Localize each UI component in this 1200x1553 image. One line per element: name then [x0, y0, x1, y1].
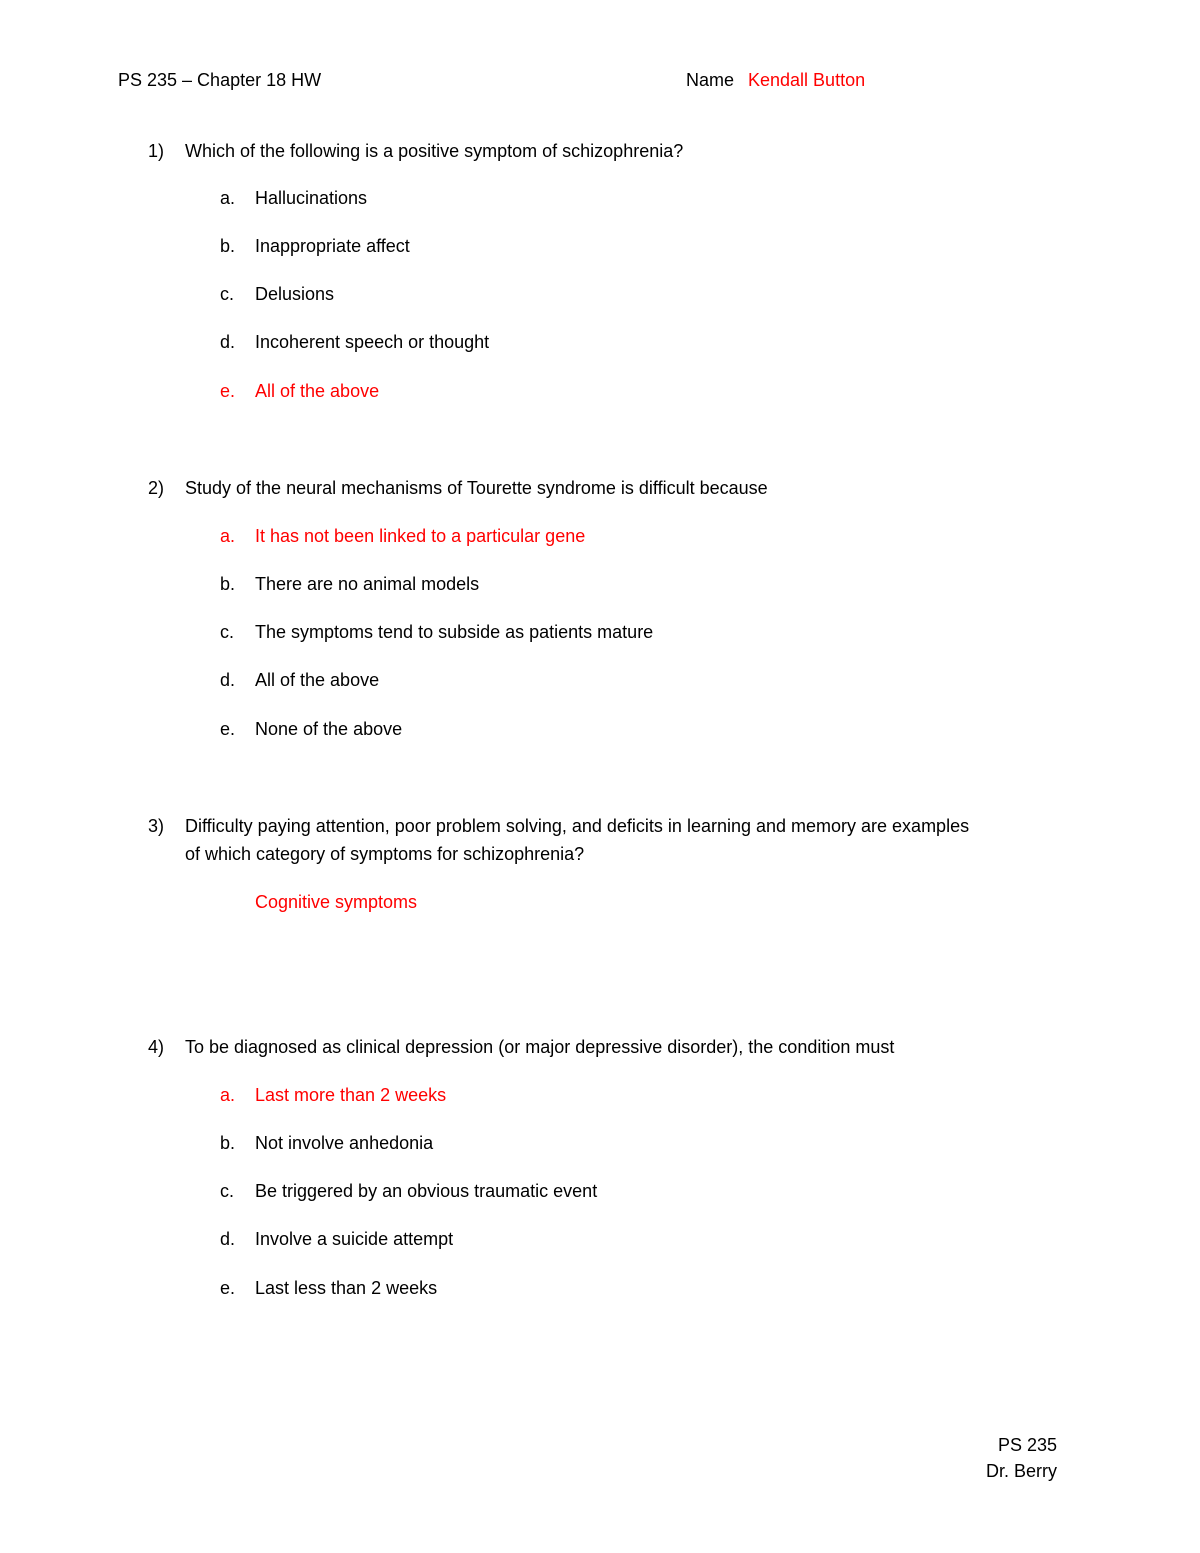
- option-letter: d.: [220, 332, 236, 352]
- footer-instructor: Dr. Berry: [985, 1461, 1057, 1481]
- question-text: To be diagnosed as clinical depression (or major depressive disorder), the condition must: [185, 1037, 895, 1057]
- course-title: PS 235 – Chapter 18 HW: [118, 70, 322, 90]
- option-text: None of the above: [255, 719, 403, 739]
- footer-course: PS 235: [997, 1435, 1057, 1455]
- selected-option-text: All of the above: [255, 381, 380, 401]
- question-number: 1): [148, 141, 165, 161]
- option-text: Hallucinations: [255, 188, 368, 208]
- option-text: Involve a suicide attempt: [255, 1229, 454, 1249]
- selected-option-text: It has not been linked to a particular gene: [255, 526, 586, 546]
- option-letter: e.: [220, 719, 236, 739]
- option-text: Delusions: [255, 284, 335, 304]
- option-text: Incoherent speech or thought: [255, 332, 490, 352]
- selected-option-letter: e.: [220, 381, 236, 401]
- option-text: Last less than 2 weeks: [255, 1278, 438, 1298]
- option-letter: d.: [220, 1229, 236, 1249]
- option-letter: b.: [220, 236, 236, 256]
- option-text: The symptoms tend to subside as patients mature: [255, 622, 654, 642]
- option-text: There are no animal models: [255, 574, 480, 594]
- question-text-line-1: Difficulty paying attention, poor problem solving, and deficits in learning and memory are examples: [185, 816, 970, 836]
- option-letter: b.: [220, 574, 236, 594]
- selected-option-text: Last more than 2 weeks: [255, 1085, 447, 1105]
- option-letter: e.: [220, 1278, 236, 1298]
- written-answer: Cognitive symptoms: [255, 892, 418, 912]
- option-text: All of the above: [255, 670, 380, 690]
- question-number: 3): [148, 816, 165, 836]
- question-number: 4): [148, 1037, 165, 1057]
- student-name: Kendall Button: [748, 70, 866, 90]
- option-letter: b.: [220, 1133, 236, 1153]
- option-text: Be triggered by an obvious traumatic event: [255, 1181, 598, 1201]
- question-number: 2): [148, 478, 165, 498]
- option-letter: a.: [220, 188, 236, 208]
- name-label: Name: [686, 70, 735, 90]
- option-letter: c.: [220, 1181, 235, 1201]
- option-letter: d.: [220, 670, 236, 690]
- question-text-line-2: of which category of symptoms for schizophrenia?: [185, 844, 585, 864]
- option-letter: c.: [220, 284, 235, 304]
- option-letter: c.: [220, 622, 235, 642]
- question-text: Study of the neural mechanisms of Tourette syndrome is difficult because: [185, 478, 768, 498]
- option-text: Not involve anhedonia: [255, 1133, 434, 1153]
- selected-option-letter: a.: [220, 1085, 236, 1105]
- question-text: Which of the following is a positive symptom of schizophrenia?: [185, 141, 684, 161]
- option-text: Inappropriate affect: [255, 236, 410, 256]
- selected-option-letter: a.: [220, 526, 236, 546]
